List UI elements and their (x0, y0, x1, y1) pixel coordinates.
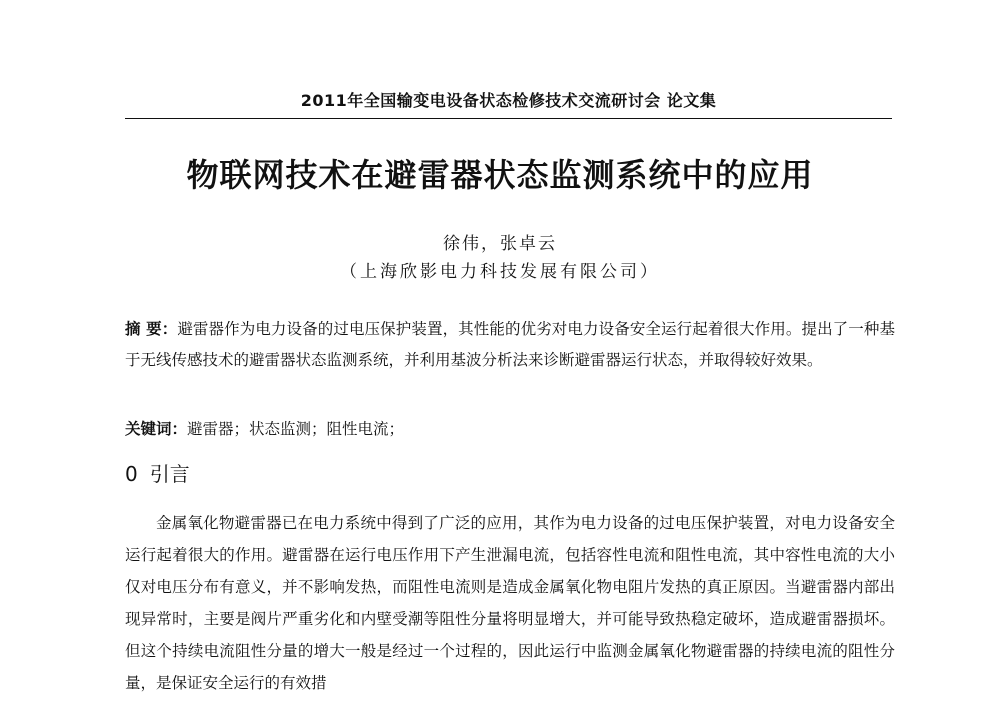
section-number: 0 (125, 462, 138, 486)
keywords-text: 避雷器；状态监测；阻性电流； (187, 420, 405, 438)
abstract-text: 避雷器作为电力设备的过电压保护装置，其性能的优劣对电力设备安全运行起着很大作用。提出了一种基于无线传感技术的避雷器状态监测系统，并利用基波分析法来诊断避雷器运行状态，并取得较好效果。 (125, 320, 895, 369)
keywords (125, 417, 895, 441)
paper-affiliation: （上海欣影电力科技发展有限公司） (340, 262, 660, 282)
running-header: 2011年全国输变电设备状态检修技术交流研讨会 论文集 (300, 91, 717, 110)
abstract-label: 摘 要： (125, 320, 178, 338)
section-title: 引言 (149, 462, 190, 486)
abstract (125, 314, 895, 376)
keywords-label: 关键词： (125, 420, 188, 438)
paper-title: 物联网技术在避雷器状态监测系统中的应用 (186, 156, 814, 194)
section-heading (125, 458, 190, 487)
header-rule (125, 118, 892, 119)
paper-authors: 徐伟，张卓云 (443, 234, 557, 254)
body-paragraph: 金属氧化物避雷器已在电力系统中得到了广泛的应用，其作为电力设备的过电压保护装置，对电力设备安全运行起着很大的作用。避雷器在运行电压作用下产生泄漏电流，包括容性电流和阻性电流，其中容性电流的大小仅对电压分布有意义，并不影响发热，而阻性电流则是造成金属氧化物电阻片发热的真正原因。当避雷器内部出现异常时，主要是阀片严重劣化和内壁受潮等阻性分量将明显增大，并可能导致热稳定破坏，造成避雷器损坏。但这个持续电流阻性分量的增大一般是经过一个过程的，因此运行中监测金属氧化物避雷器的持续电流的阻性分量，是保证安全运行的有效措 (125, 514, 895, 692)
